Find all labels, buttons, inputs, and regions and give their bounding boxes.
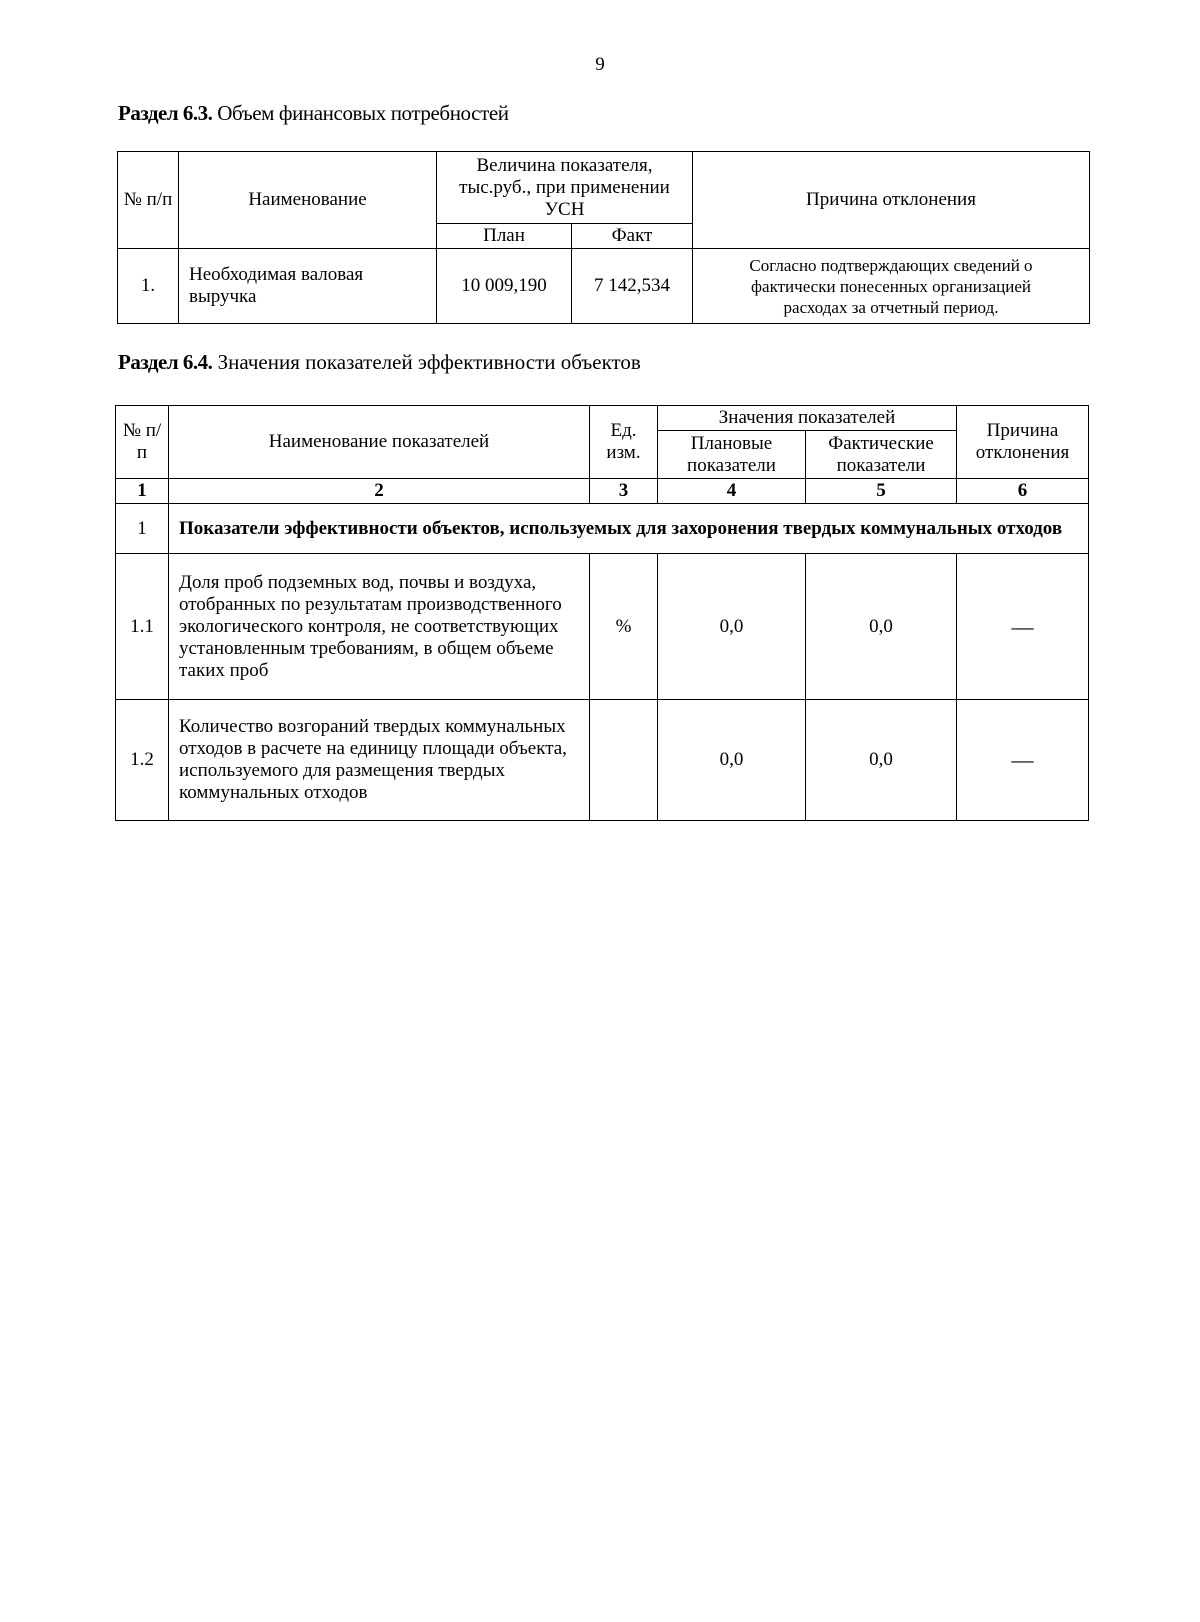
section-6-4-title bbox=[118, 350, 641, 375]
efficiency-indicators-table bbox=[115, 405, 1089, 821]
col-header-name: Наименование bbox=[179, 152, 437, 249]
row-actual: 0,0 bbox=[806, 700, 957, 821]
section-6-4-text: Значения показателей эффективности объектов bbox=[217, 350, 641, 374]
section-6-4-number: Раздел 6.4. bbox=[118, 350, 213, 374]
row-unit bbox=[590, 700, 658, 821]
row-unit: % bbox=[590, 554, 658, 700]
col-header-num: № п/п bbox=[116, 406, 169, 479]
col-header-values-group: Значения показателей bbox=[658, 406, 957, 431]
col-header-plan: План bbox=[437, 224, 572, 249]
group-num: 1 bbox=[116, 504, 169, 554]
col-header-name: Наименование показателей bbox=[169, 406, 590, 479]
section-6-3-text: Объем финансовых потребностей bbox=[217, 101, 509, 125]
row-reason: — bbox=[957, 700, 1089, 821]
col-header-value-group: Величина показателя, тыс.руб., при применении УСН bbox=[437, 152, 693, 224]
row-name: Доля проб подземных вод, почвы и воздуха, отобранных по результатам производственного экологического контроля, не соответствующих установленным требованиям, в общем объеме таких проб bbox=[169, 554, 590, 700]
col-header-planned: Плановые показатели bbox=[658, 431, 806, 479]
row-plan: 10 009,190 bbox=[437, 249, 572, 324]
page-number: 9 bbox=[595, 54, 605, 75]
col-number: 6 bbox=[957, 479, 1089, 504]
col-number: 1 bbox=[116, 479, 169, 504]
row-planned: 0,0 bbox=[658, 700, 806, 821]
row-num: 1. bbox=[118, 249, 179, 324]
table-row bbox=[116, 554, 1089, 700]
col-header-unit: Ед. изм. bbox=[590, 406, 658, 479]
section-6-3-title bbox=[118, 101, 509, 126]
col-number: 2 bbox=[169, 479, 590, 504]
row-name: Необходимая валовая выручка bbox=[179, 249, 437, 324]
row-num: 1.1 bbox=[116, 554, 169, 700]
table-row bbox=[116, 700, 1089, 821]
row-fact: 7 142,534 bbox=[572, 249, 693, 324]
col-header-reason: Причина отклонения bbox=[957, 406, 1089, 479]
col-header-fact: Факт bbox=[572, 224, 693, 249]
row-reason: Согласно подтверждающих сведений о фактически понесенных организацией расходах за отчетный период. bbox=[693, 249, 1090, 324]
row-reason: — bbox=[957, 554, 1089, 700]
table-row bbox=[118, 249, 1090, 324]
group-title: Показатели эффективности объектов, используемых для захоронения твердых коммунальных отходов bbox=[169, 504, 1089, 554]
col-header-actual: Фактические показатели bbox=[806, 431, 957, 479]
col-header-num: № п/п bbox=[118, 152, 179, 249]
col-number: 5 bbox=[806, 479, 957, 504]
row-planned: 0,0 bbox=[658, 554, 806, 700]
section-6-3-number: Раздел 6.3. bbox=[118, 101, 213, 125]
column-numbers-row bbox=[116, 479, 1089, 504]
col-header-reason: Причина отклонения bbox=[693, 152, 1090, 249]
row-num: 1.2 bbox=[116, 700, 169, 821]
group-row bbox=[116, 504, 1089, 554]
row-actual: 0,0 bbox=[806, 554, 957, 700]
col-number: 4 bbox=[658, 479, 806, 504]
row-name: Количество возгораний твердых коммунальных отходов в расчете на единицу площади объекта, используемого для размещения твердых коммунальных отходов bbox=[169, 700, 590, 821]
financial-needs-table bbox=[117, 151, 1090, 324]
col-number: 3 bbox=[590, 479, 658, 504]
